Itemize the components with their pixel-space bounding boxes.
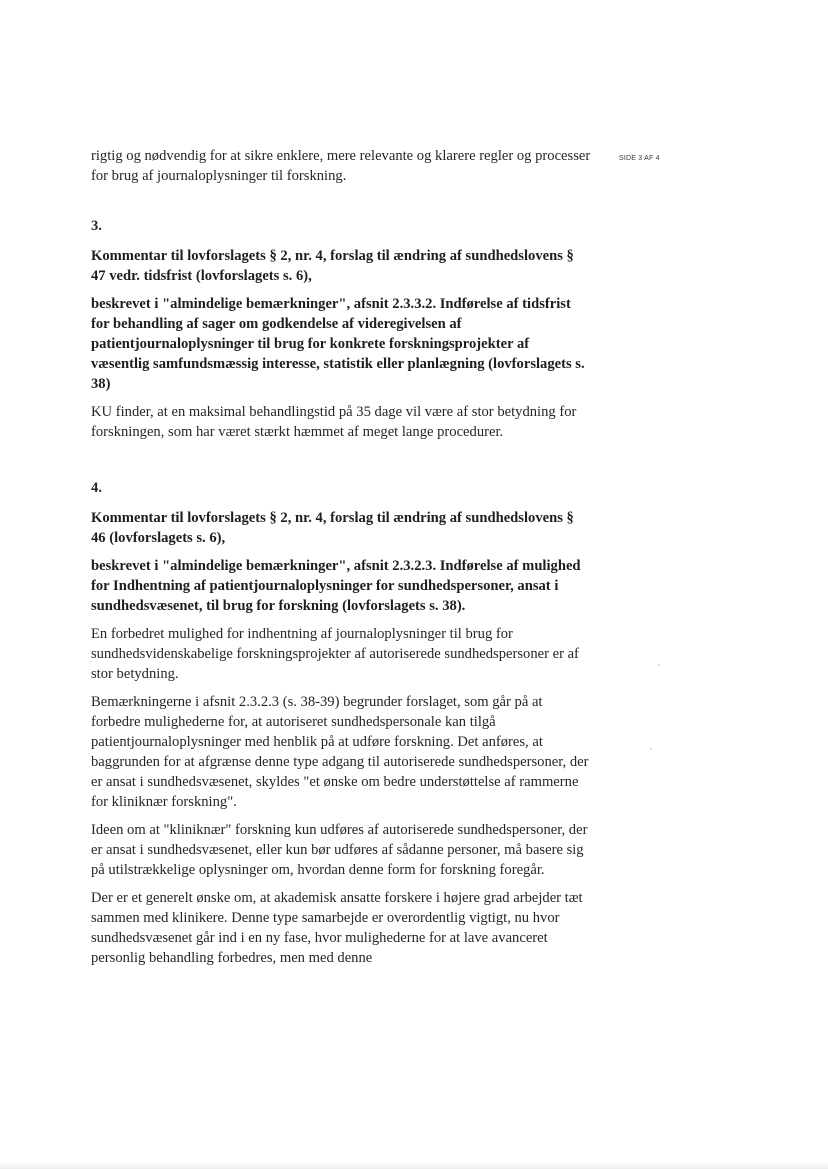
section-3-subheading: beskrevet i "almindelige bemærkninger", afsnit 2.3.3.2. Indførelse af tidsfrist for behandling af sager om godkendelse af videregivelsen af patientjournaloplysninger til brug for konkrete forskningsprojekter af væsentlig samfundsmæssig interesse, statistik eller planlægning (lovforslagets s. 38) <box>91 296 585 392</box>
section-4-number: 4. <box>91 480 102 496</box>
scan-speck <box>658 664 660 666</box>
section-3-paragraph: KU finder, at en maksimal behandlingstid på 35 dage vil være af stor betydning for forskningen, som har været stærkt hæmmet af meget lange procedurer. <box>91 404 577 440</box>
scan-speck <box>650 748 652 750</box>
section-3-heading: Kommentar til lovforslagets § 2, nr. 4, forslag til ændring af sundhedslovens § 47 vedr. tidsfrist (lovforslagets s. 6), <box>91 248 574 284</box>
section-4-paragraph-1: En forbedret mulighed for indhentning af journaloplysninger til brug for sundhedsvidenskabelige forskningsprojekter af autoriserede sundhedspersoner er af stor betydning. <box>91 626 579 682</box>
section-3-number: 3. <box>91 218 102 234</box>
page-number-label: SIDE 3 AF 4 <box>619 155 660 162</box>
intro-paragraph: rigtig og nødvendig for at sikre enklere, mere relevante og klarere regler og processer for brug af journaloplysninger til forskning. <box>91 148 591 184</box>
section-4-paragraph-4: Der er et generelt ønske om, at akademisk ansatte forskere i højere grad arbejder tæt sammen med klinikere. Denne type samarbejde er overordentlig vigtigt, nu hvor sundhedsvæsenet går ind i en ny fase, hvor mulighederne for at lave avanceret personlig behandling forbedres, men med denne <box>91 890 583 966</box>
document-body <box>91 146 591 968</box>
section-4-heading: Kommentar til lovforslagets § 2, nr. 4, forslag til ændring af sundhedslovens § 46 (lovforslagets s. 6), <box>91 510 574 546</box>
section-4-subheading: beskrevet i "almindelige bemærkninger", afsnit 2.3.2.3. Indførelse af mulighed for Indhentning af patientjournaloplysninger for sundhedspersoner, ansat i sundhedsvæsenet, til brug for forskning (lovforslagets s. 38). <box>91 558 581 614</box>
section-4-paragraph-2: Bemærkningerne i afsnit 2.3.2.3 (s. 38-39) begrunder forslaget, som går på at forbedre mulighederne for, at autoriseret sundhedspersonale kan tilgå patientjournaloplysninger med henblik på at udføre forskning. Det anføres, at baggrunden for at afgrænse denne type adgang til autoriserede sundhedspersoner, der er ansat i sundhedsvæsenet, skyldes "et ønske om bedre understøttelse af rammerne for kliniknær forskning". <box>91 694 589 810</box>
section-4-paragraph-3: Ideen om at "kliniknær" forskning kun udføres af autoriserede sundhedspersoner, der er ansat i sundhedsvæsenet, eller kun bør udføres af sådanne personer, må basere sig på utilstrækkelige oplysninger om, hvordan denne form for forskning foregår. <box>91 822 588 878</box>
scan-edge-shadow <box>0 1161 828 1169</box>
